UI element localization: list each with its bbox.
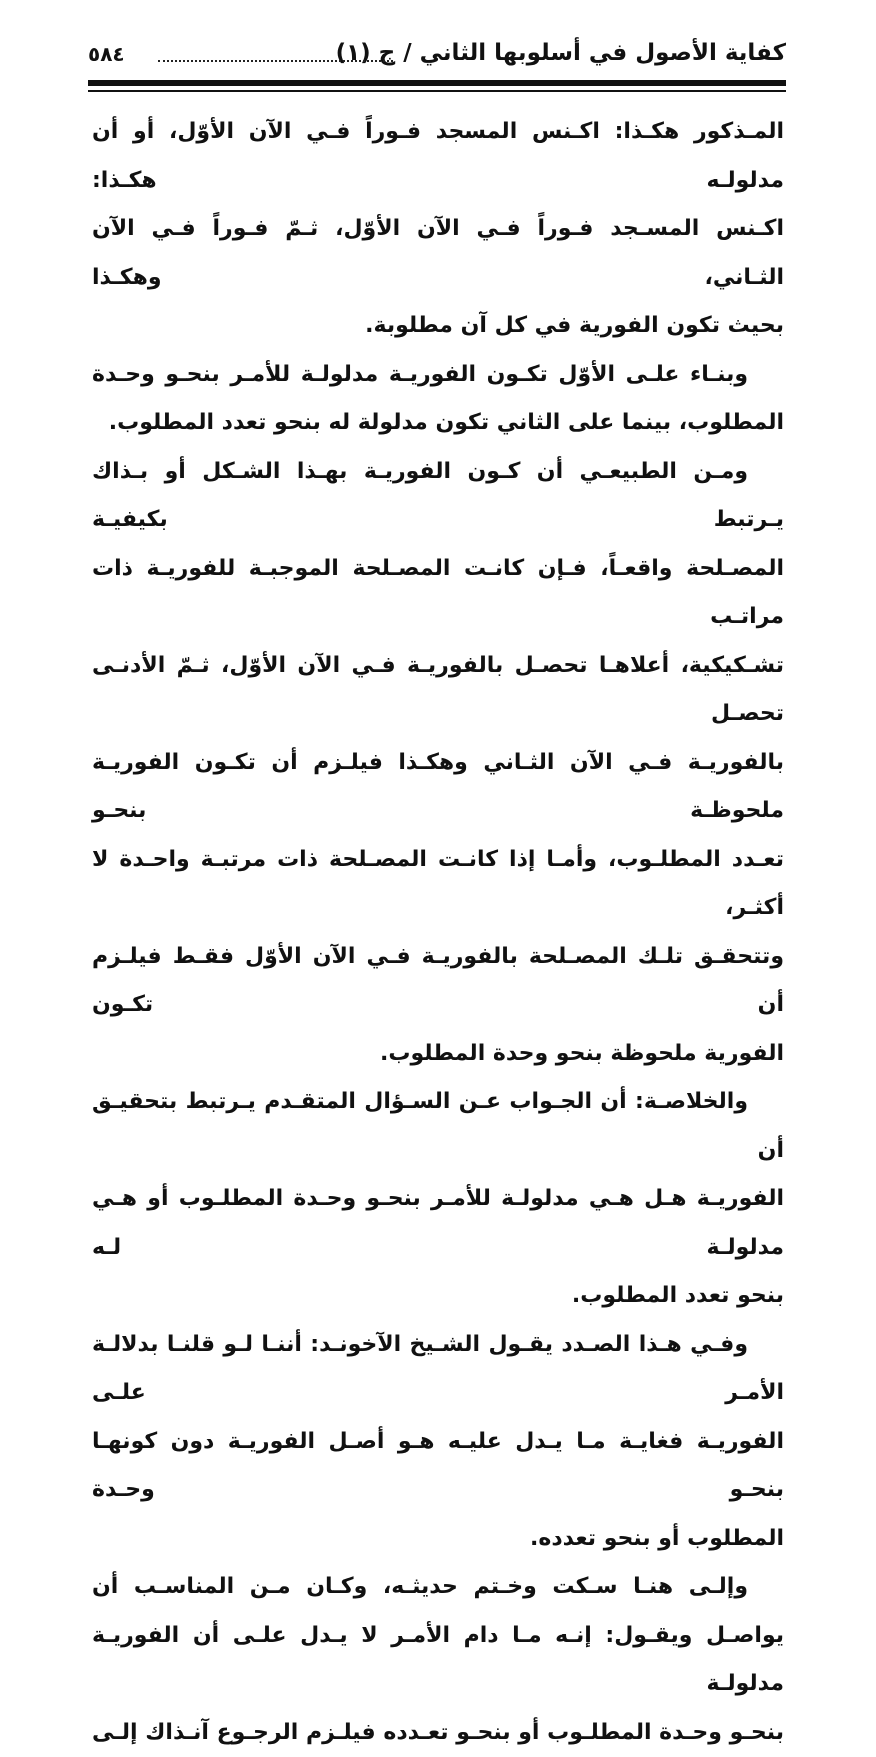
text-line: تعـدد المطلـوب، وأمـا إذا كانـت المصـلحة ذات مرتبـة واحـدة لا أكثـر، — [92, 836, 784, 933]
text-line: المـذكور هكـذا: اكـنس المسجد فـوراً فـي الآن الأوّل، أو أن مدلولـه هكـذا: — [92, 108, 784, 205]
text-line: المصـلحة واقعـاً، فـإن كانـت المصـلحة الموجبـة للفوريـة ذات مراتـب — [92, 545, 784, 642]
text-line: بالفوريـة فـي الآن الثـاني وهكـذا فيلـزم أن تكـون الفوريـة ملحوظـة بنحـو — [92, 739, 784, 836]
text-line: الفورية ملحوظة بنحو وحدة المطلوب. — [92, 1030, 784, 1079]
text-line: وفـي هـذا الصـدد يقـول الشـيخ الآخونـد: أننـا لـو قلنـا بدلالـة الأمـر علـى — [92, 1321, 784, 1418]
text-line: وبنـاء علـى الأوّل تكـون الفوريـة مدلولـة للأمـر بنحـو وحـدة — [92, 351, 784, 400]
text-line: وإلـى هنـا سـكت وخـتم حديثـه، وكـان مـن المناسـب أن — [92, 1563, 784, 1612]
text-line: بنحو تعدد المطلوب. — [92, 1272, 784, 1321]
body-text — [92, 108, 784, 1757]
text-line: المطلوب أو بنحو تعدده. — [92, 1515, 784, 1564]
text-line: وتتحقـق تلـك المصـلحة بالفوريـة فـي الآن الأوّل فقـط فيلـزم أن تكـون — [92, 933, 784, 1030]
text-line: اكـنس المسـجد فـوراً فـي الآن الأوّل، ثـمّ فـوراً فـي الآن الثـاني، وهكـذا — [92, 205, 784, 302]
text-line: بنحـو وحـدة المطلـوب أو بنحـو تعـدده فيلـزم الرجـوع آنـذاك إلـى — [92, 1709, 784, 1757]
text-line: والخلاصـة: أن الجـواب عـن السـؤال المتقـدم يـرتبط بتحقيـق أن — [92, 1078, 784, 1175]
page-number: ٥٨٤ — [88, 42, 125, 66]
page-header — [88, 30, 786, 70]
text-line: المطلوب، بينما على الثاني تكون مدلولة له بنحو تعدد المطلوب. — [92, 399, 784, 448]
text-line: يواصـل ويقـول: إنـه مـا دام الأمـر لا يـدل علـى أن الفوريـة مدلولـة — [92, 1612, 784, 1709]
header-rule-thin — [88, 90, 786, 92]
text-line: تشـكيكية، أعلاهـا تحصـل بالفوريـة فـي الآن الأوّل، ثـمّ الأدنـى تحصـل — [92, 642, 784, 739]
text-line: الفوريـة هـل هـي مدلولـة للأمـر بنحـو وحـدة المطلـوب أو هـي مدلولـة لـه — [92, 1175, 784, 1272]
text-line: بحيث تكون الفورية في كل آن مطلوبة. — [92, 302, 784, 351]
text-line: ومـن الطبيعـي أن كـون الفوريـة بهـذا الشـكل أو بـذاك يـرتبط بكيفيـة — [92, 448, 784, 545]
dotted-leader — [158, 60, 393, 62]
header-rule-thick — [88, 80, 786, 86]
text-line: الفوريـة فغايـة مـا يـدل عليـه هـو أصـل الفوريـة دون كونهـا بنحـو وحـدة — [92, 1418, 784, 1515]
running-title: كفاية الأصول في أسلوبها الثاني / ج (١) — [336, 40, 786, 66]
